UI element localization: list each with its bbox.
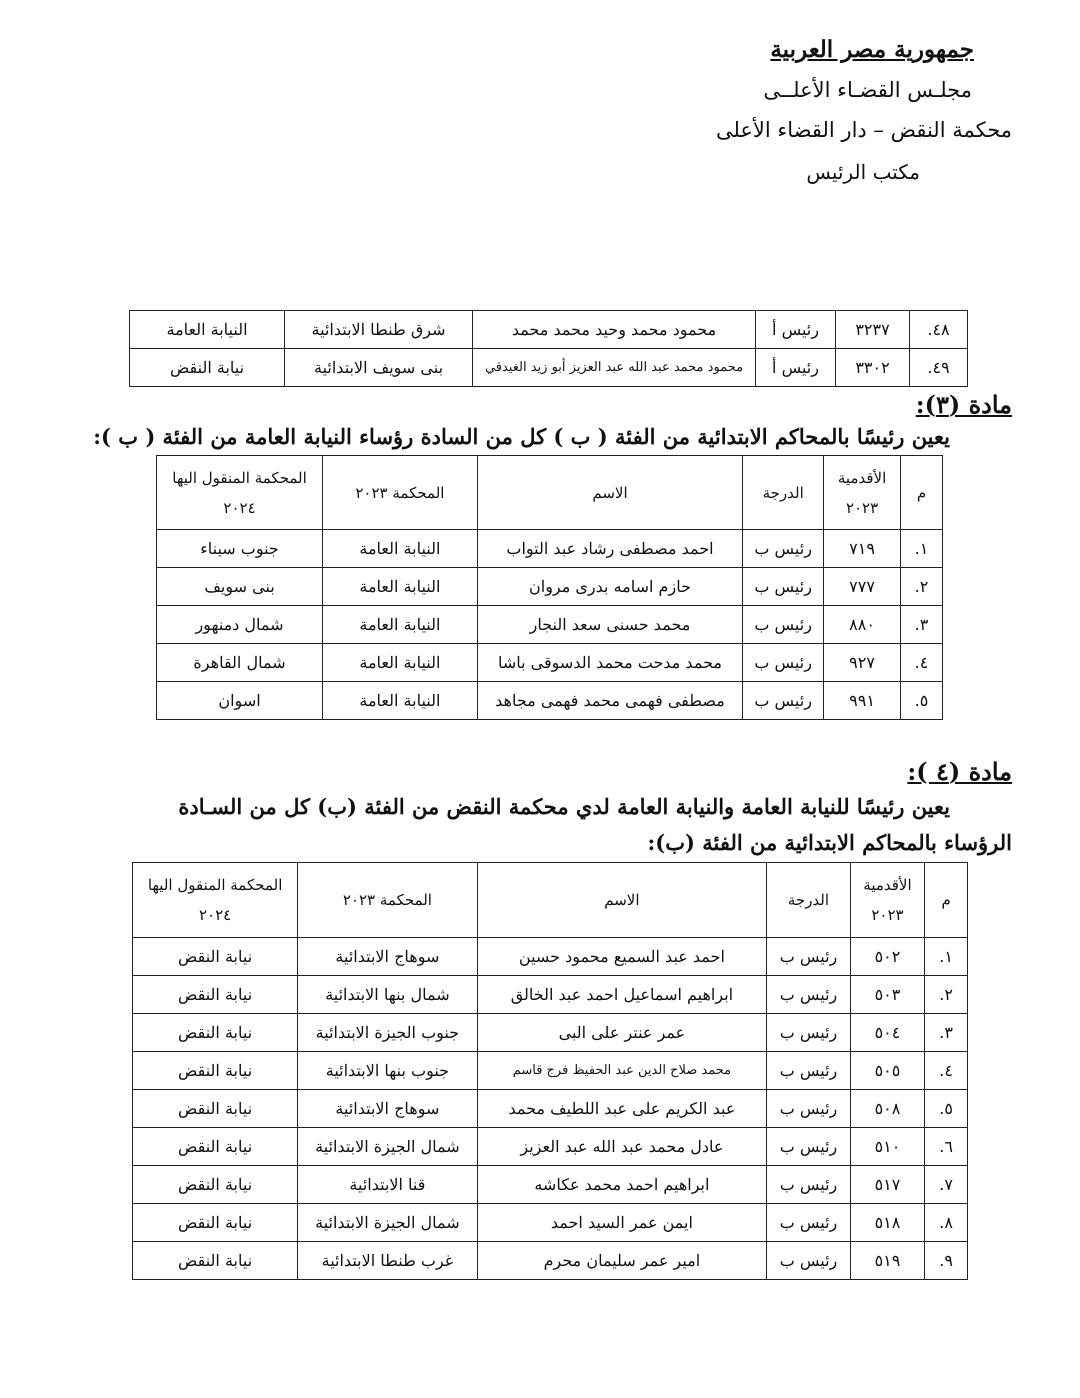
cell-num: ١.	[925, 938, 968, 976]
cell-dest: نيابة النقض	[133, 938, 298, 976]
cell-dest: نيابة النقض	[133, 1242, 298, 1280]
cell-dest: اسوان	[157, 682, 323, 720]
table-row	[133, 1014, 968, 1052]
table-row	[157, 568, 943, 606]
cell-name: ابراهيم اسماعيل احمد عبد الخالق	[477, 976, 767, 1014]
cell-court: شرق طنطا الابتدائية	[285, 311, 473, 349]
cell-seniority: ٩٢٧	[824, 644, 901, 682]
cell-num: ٤٨.	[910, 311, 968, 349]
cell-num: ٧.	[925, 1166, 968, 1204]
cell-name: مصطفى فهمى محمد فهمى مجاهد	[477, 682, 742, 720]
cell-name: ايمن عمر السيد احمد	[477, 1204, 767, 1242]
cell-dest: نيابة النقض	[133, 1052, 298, 1090]
cell-name: محمود محمد عبد الله عبد العزيز أبو زيد الغيدقي	[473, 349, 756, 387]
cell-num: ٥.	[900, 682, 942, 720]
cell-seniority: ٥١٧	[850, 1166, 924, 1204]
cell-grade: رئيس ب	[767, 1128, 851, 1166]
article-4-text-line2: الرؤساء بالمحاكم الابتدائية من الفئة (ب):	[647, 830, 1012, 855]
cell-court: النيابة العامة	[323, 682, 478, 720]
table-article-4	[132, 862, 968, 1280]
cell-court: النيابة العامة	[323, 644, 478, 682]
table-row	[157, 606, 943, 644]
cell-grade: رئيس ب	[743, 606, 824, 644]
cell-grade: رئيس ب	[743, 644, 824, 682]
cell-court: بنى سويف الابتدائية	[285, 349, 473, 387]
header-council: مجلـس القضـاء الأعلــى	[763, 78, 972, 102]
cell-dest: نيابة النقض	[133, 1014, 298, 1052]
cell-dest: نيابة النقض	[133, 1166, 298, 1204]
table-row	[130, 311, 968, 349]
cell-name: احمد عبد السميع محمود حسين	[477, 938, 767, 976]
table-row	[157, 682, 943, 720]
table-row	[157, 644, 943, 682]
cell-dest: بنى سويف	[157, 568, 323, 606]
cell-name: محمد صلاح الدين عبد الحفيظ فرج قاسم	[477, 1052, 767, 1090]
cell-dest: نيابة النقض	[133, 1204, 298, 1242]
cell-dest: نيابة النقض	[133, 1090, 298, 1128]
cell-court: شمال الجيزة الابتدائية	[298, 1204, 477, 1242]
table-row	[133, 1128, 968, 1166]
cell-grade: رئيس ب	[743, 530, 824, 568]
cell-num: ٢.	[900, 568, 942, 606]
col-header-dest: المحكمة المنقول اليها ٢٠٢٤	[157, 456, 323, 530]
col-header-num: م	[925, 863, 968, 938]
cell-court: سوهاج الابتدائية	[298, 938, 477, 976]
cell-grade: رئيس ب	[767, 938, 851, 976]
cell-dest: شمال القاهرة	[157, 644, 323, 682]
cell-seniority: ٥٠٨	[850, 1090, 924, 1128]
cell-num: ١.	[900, 530, 942, 568]
col-header-name: الاسم	[477, 863, 767, 938]
cell-court: شمال الجيزة الابتدائية	[298, 1128, 477, 1166]
cell-court: النيابة العامة	[323, 606, 478, 644]
cell-court: شمال بنها الابتدائية	[298, 976, 477, 1014]
table-row	[157, 530, 943, 568]
article-4-text-line1: يعين رئيسًا للنيابة العامة والنيابة العامة لدي محكمة النقض من الفئة (ب) كل من السـادة	[178, 794, 950, 819]
cell-seniority: ٥١٩	[850, 1242, 924, 1280]
table-row	[133, 1242, 968, 1280]
table-header-row	[133, 863, 968, 938]
cell-num: ٤.	[925, 1052, 968, 1090]
cell-seniority: ٣٣٠٢	[836, 349, 910, 387]
cell-grade: رئيس ب	[767, 1204, 851, 1242]
cell-dest: شمال دمنهور	[157, 606, 323, 644]
cell-seniority: ٥٠٤	[850, 1014, 924, 1052]
cell-num: ٨.	[925, 1204, 968, 1242]
cell-grade: رئيس ب	[743, 568, 824, 606]
table-article-3	[156, 455, 943, 720]
cell-dest: نيابة النقض	[133, 976, 298, 1014]
cell-grade: رئيس أ	[756, 311, 836, 349]
cell-grade: رئيس ب	[767, 1090, 851, 1128]
cell-grade: رئيس أ	[756, 349, 836, 387]
cell-seniority: ٣٢٣٧	[836, 311, 910, 349]
table-row	[133, 1052, 968, 1090]
header-republic: جمهورية مصر العربية	[770, 36, 974, 63]
cell-seniority: ٥٠٣	[850, 976, 924, 1014]
cell-num: ٣.	[900, 606, 942, 644]
col-header-court: المحكمة ٢٠٢٣	[323, 456, 478, 530]
cell-num: ٩.	[925, 1242, 968, 1280]
cell-court: النيابة العامة	[323, 530, 478, 568]
cell-court: غرب طنطا الابتدائية	[298, 1242, 477, 1280]
table-row	[130, 349, 968, 387]
header-court: محكمة النقض – دار القضاء الأعلى	[715, 118, 1012, 142]
cell-name: امير عمر سليمان محرم	[477, 1242, 767, 1280]
col-header-seniority: الأقدمية ٢٠٢٣	[824, 456, 901, 530]
cell-grade: رئيس ب	[767, 1014, 851, 1052]
cell-name: ابراهيم احمد محمد عكاشه	[477, 1166, 767, 1204]
cell-court: قنا الابتدائية	[298, 1166, 477, 1204]
article-3-title: مادة (٣):	[915, 390, 1012, 419]
cell-dest: جنوب سيناء	[157, 530, 323, 568]
table-header-row	[157, 456, 943, 530]
table-row	[133, 938, 968, 976]
cell-name: حازم اسامه بدرى مروان	[477, 568, 742, 606]
cell-grade: رئيس ب	[743, 682, 824, 720]
cell-court: النيابة العامة	[323, 568, 478, 606]
table-row	[133, 1090, 968, 1128]
cell-grade: رئيس ب	[767, 1242, 851, 1280]
cell-seniority: ٧٧٧	[824, 568, 901, 606]
cell-grade: رئيس ب	[767, 976, 851, 1014]
table-row	[133, 976, 968, 1014]
cell-num: ٢.	[925, 976, 968, 1014]
cell-name: عبد الكريم على عبد اللطيف محمد	[477, 1090, 767, 1128]
cell-seniority: ٧١٩	[824, 530, 901, 568]
cell-court: جنوب بنها الابتدائية	[298, 1052, 477, 1090]
cell-seniority: ٩٩١	[824, 682, 901, 720]
cell-num: ٥.	[925, 1090, 968, 1128]
col-header-dest: المحكمة المنقول اليها ٢٠٢٤	[133, 863, 298, 938]
col-header-grade: الدرجة	[767, 863, 851, 938]
cell-name: محمد مدحت محمد الدسوقى باشا	[477, 644, 742, 682]
cell-seniority: ٥١٨	[850, 1204, 924, 1242]
cell-court: سوهاج الابتدائية	[298, 1090, 477, 1128]
cell-num: ٤٩.	[910, 349, 968, 387]
cell-name: محمد حسنى سعد النجار	[477, 606, 742, 644]
cell-seniority: ٥١٠	[850, 1128, 924, 1166]
article-4-title: مادة (٤ ):	[907, 757, 1012, 786]
cell-seniority: ٥٠٢	[850, 938, 924, 976]
table-row	[133, 1166, 968, 1204]
header-office: مكتب الرئيس	[806, 160, 920, 184]
article-3-text: يعين رئيسًا بالمحاكم الابتدائية من الفئة ( ب ) كل من السادة رؤساء النيابة العامة من الفئة ( ب ):	[93, 424, 950, 449]
col-header-court: المحكمة ٢٠٢٣	[298, 863, 477, 938]
col-header-grade: الدرجة	[743, 456, 824, 530]
cell-num: ٦.	[925, 1128, 968, 1166]
cell-dest: نيابة النقض	[133, 1128, 298, 1166]
cell-dest: نيابة النقض	[130, 349, 285, 387]
cell-name: احمد مصطفى رشاد عبد التواب	[477, 530, 742, 568]
cell-num: ٣.	[925, 1014, 968, 1052]
cell-name: عمر عنتر على البى	[477, 1014, 767, 1052]
col-header-seniority: الأقدمية ٢٠٢٣	[850, 863, 924, 938]
cell-dest: النيابة العامة	[130, 311, 285, 349]
cell-num: ٤.	[900, 644, 942, 682]
cell-court: جنوب الجيزة الابتدائية	[298, 1014, 477, 1052]
cell-grade: رئيس ب	[767, 1052, 851, 1090]
table-row	[133, 1204, 968, 1242]
cell-grade: رئيس ب	[767, 1166, 851, 1204]
col-header-name: الاسم	[477, 456, 742, 530]
cell-seniority: ٨٨٠	[824, 606, 901, 644]
table-continuation	[129, 310, 968, 387]
cell-name: محمود محمد وحيد محمد محمد	[473, 311, 756, 349]
cell-seniority: ٥٠٥	[850, 1052, 924, 1090]
cell-name: عادل محمد عبد الله عبد العزيز	[477, 1128, 767, 1166]
col-header-num: م	[900, 456, 942, 530]
